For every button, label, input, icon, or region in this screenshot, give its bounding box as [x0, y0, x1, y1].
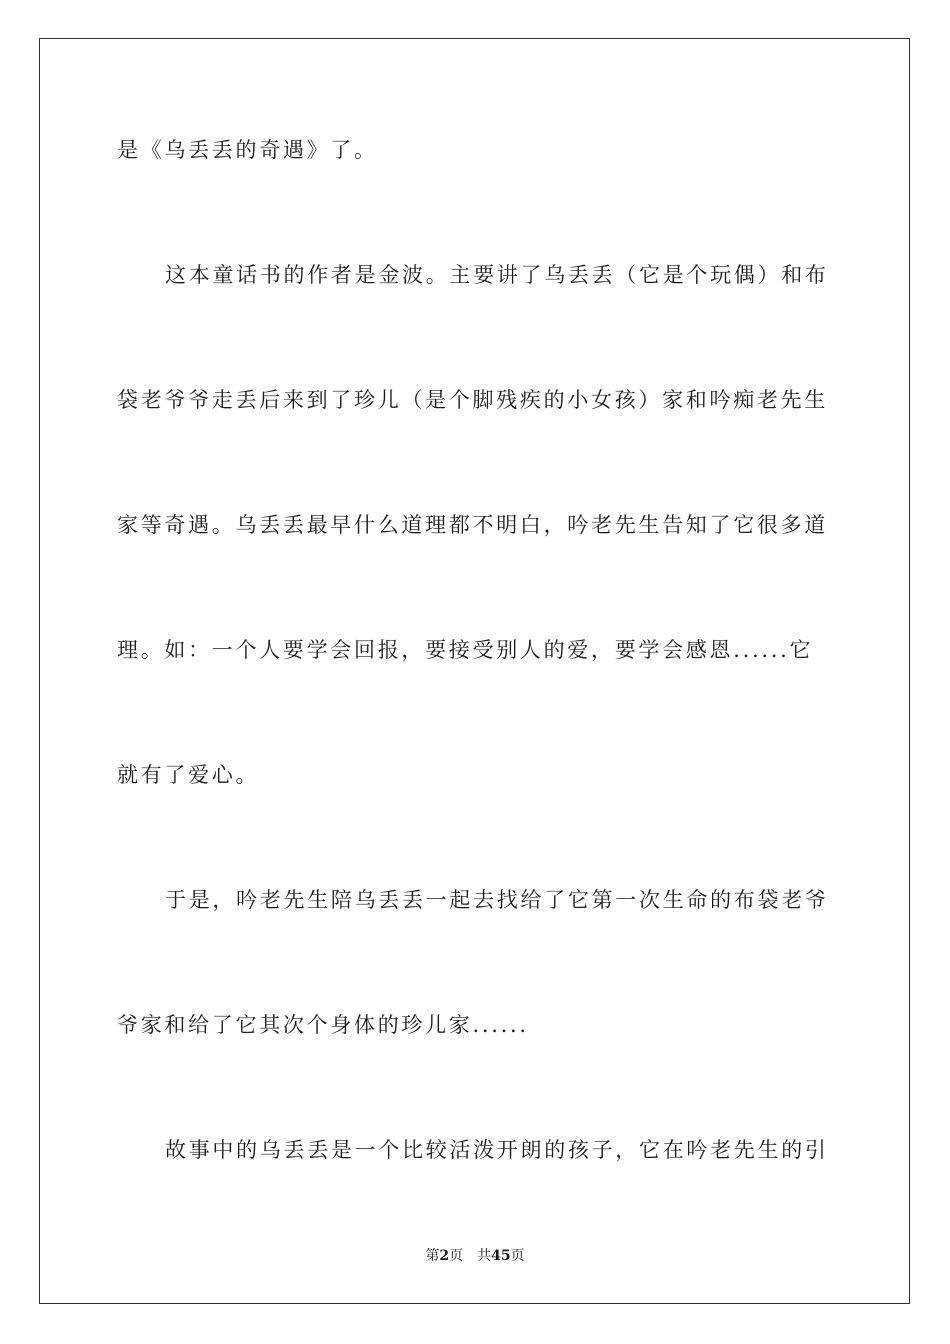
text-line: 理。如：一个人要学会回报，要接受别人的爱，要学会感恩......它 — [117, 638, 814, 662]
total-prefix: 共 — [477, 1248, 492, 1264]
page-border — [39, 38, 910, 1304]
total-pages: 45 — [491, 1248, 511, 1264]
page-prefix: 第 — [425, 1248, 440, 1264]
page-suffix: 页 — [449, 1248, 464, 1264]
page-footer — [0, 1246, 950, 1266]
text-line: 就有了爱心。 — [117, 763, 260, 787]
text-line: 是《乌丢丢的奇遇》了。 — [117, 138, 378, 162]
paragraph-first-line: 这本童话书的作者是金波。主要讲了乌丢丢（它是个玩偶）和布 — [165, 263, 829, 287]
text-line: 袋老爷爷走丢后来到了珍儿（是个脚残疾的小女孩）家和吟痴老先生 — [117, 388, 828, 412]
page-number: 2 — [439, 1248, 450, 1264]
text-line: 爷家和给了它其次个身体的珍儿家...... — [117, 1013, 529, 1037]
paragraph-first-line: 故事中的乌丢丢是一个比较活泼开朗的孩子，它在吟老先生的引 — [165, 1138, 829, 1162]
paragraph-first-line: 于是，吟老先生陪乌丢丢一起去找给了它第一次生命的布袋老爷 — [165, 888, 829, 912]
text-line: 家等奇遇。乌丢丢最早什么道理都不明白，吟老先生告知了它很多道 — [117, 513, 828, 537]
total-suffix: 页 — [510, 1248, 525, 1264]
